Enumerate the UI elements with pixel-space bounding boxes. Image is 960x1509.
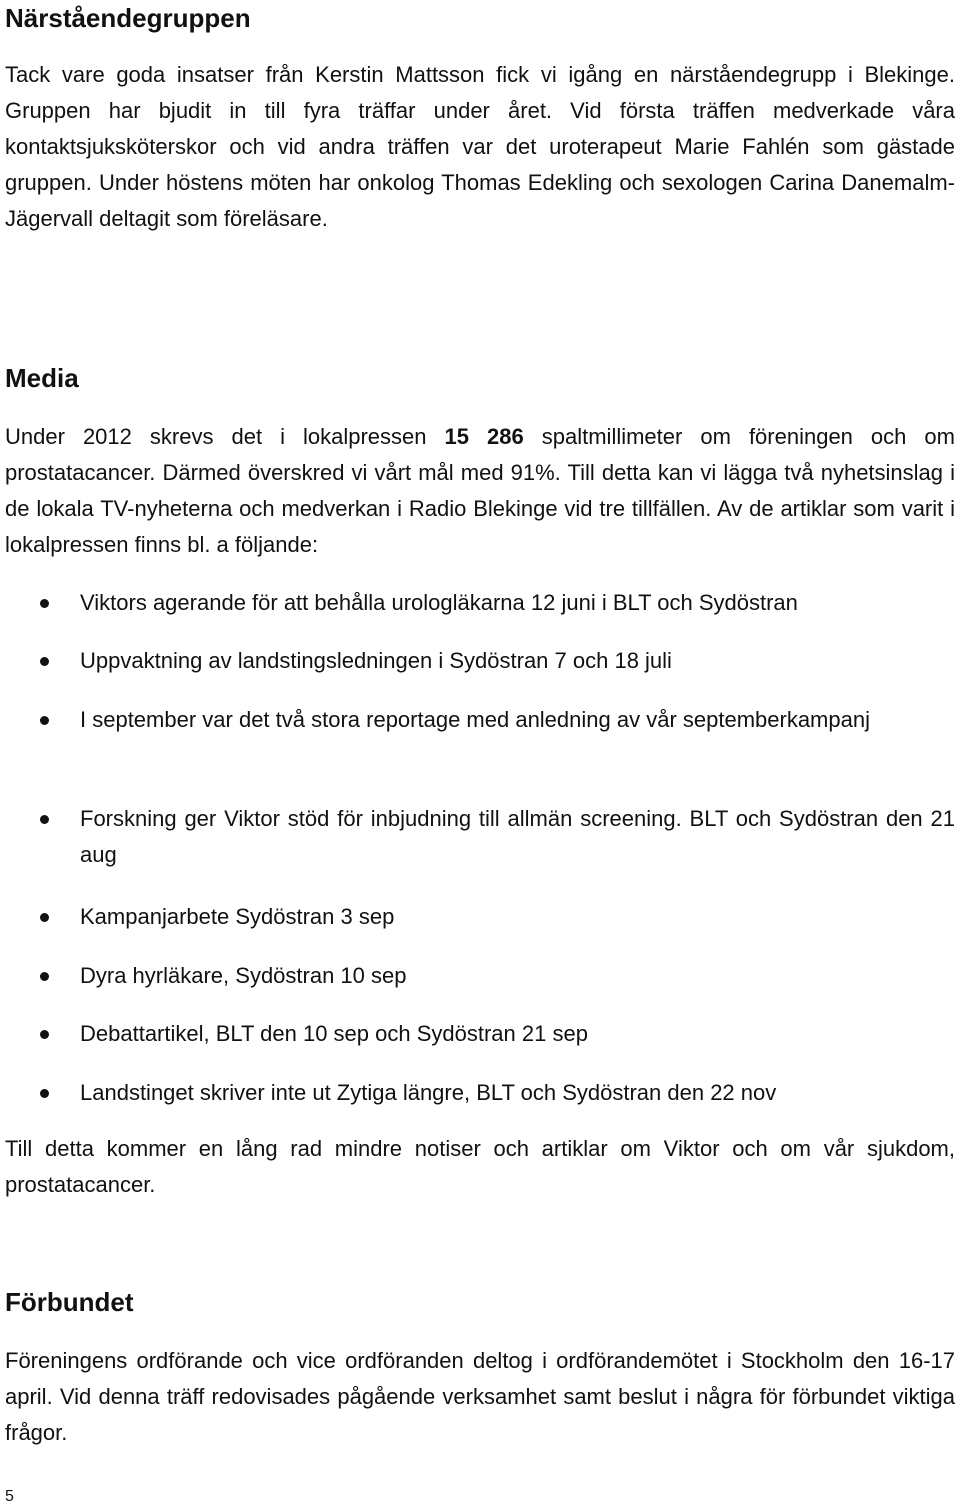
list-item-text: Dyra hyrläkare, Sydöstran 10 sep bbox=[80, 963, 407, 988]
list-item-text: I september var det två stora reportage med anledning av vår septemberkampanj bbox=[80, 707, 870, 732]
paragraph-media-outro: Till detta kommer en lång rad mindre notiser och artiklar om Viktor och om vår sjukdom, prostatacancer. bbox=[5, 1136, 955, 1197]
list-item-text: Kampanjarbete Sydöstran 3 sep bbox=[80, 904, 395, 929]
bullet-icon bbox=[40, 972, 49, 981]
media-intro-text-end: spaltmillimeter om föreningen och om prostatacancer. Därmed överskred vi vårt mål med 91%. Till detta kan vi lägga två nyhetsinslag i de lokala TV-nyheterna och medverkan i Radio Blekinge vid tre tillfällen. Av de artiklar som varit i lokalpressen finns bl. a följande: bbox=[5, 424, 955, 557]
bullet-icon bbox=[40, 657, 49, 666]
bullet-icon bbox=[40, 815, 49, 824]
bullet-icon bbox=[40, 1089, 49, 1098]
bullet-icon bbox=[40, 599, 49, 608]
section-heading-forbundet: Förbundet bbox=[5, 1287, 134, 1317]
media-intro-text-start: Under 2012 skrevs det i lokalpressen bbox=[5, 424, 445, 449]
page-number: 5 bbox=[5, 1488, 14, 1505]
paragraph-narstaendegruppen: Tack vare goda insatser från Kerstin Mattsson fick vi igång en närståendegrupp i Blekinge. Gruppen har bjudit in till fyra träffar under året. Vid första träffen medverkade våra kontaktsjuksköterskor och vid andra träffen var det uroterapeut Marie Fahlén som gästade gruppen. Under höstens möten har onkolog Thomas Edekling och sexologen Carina Danemalm-Jägervall deltagit som föreläsare. bbox=[5, 62, 955, 231]
list-item-text: Landstinget skriver inte ut Zytiga längre, BLT och Sydöstran den 22 nov bbox=[80, 1080, 777, 1105]
list-item-text: Forskning ger Viktor stöd för inbjudning till allmän screening. BLT och Sydöstran den 21 aug bbox=[80, 806, 955, 867]
section-heading-narstaendegruppen: Närståendegruppen bbox=[5, 3, 251, 33]
paragraph-media-intro bbox=[5, 419, 955, 563]
section-heading-media: Media bbox=[5, 363, 79, 393]
paragraph-forbundet: Föreningens ordförande och vice ordföranden deltog i ordförandemötet i Stockholm den 16-17 april. Vid denna träff redovisades pågående verksamhet samt beslut i några för förbundet viktiga frågor. bbox=[5, 1348, 955, 1445]
list-item-text: Uppvaktning av landstingsledningen i Sydöstran 7 och 18 juli bbox=[80, 648, 672, 673]
media-column-millimeters: 15 286 bbox=[444, 424, 524, 449]
list-item-text: Debattartikel, BLT den 10 sep och Sydöstran 21 sep bbox=[80, 1021, 588, 1046]
bullet-icon bbox=[40, 1030, 49, 1039]
list-item-text: Viktors agerande för att behålla urologläkarna 12 juni i BLT och Sydöstran bbox=[80, 590, 798, 615]
bullet-icon bbox=[40, 913, 49, 922]
bullet-icon bbox=[40, 716, 49, 725]
